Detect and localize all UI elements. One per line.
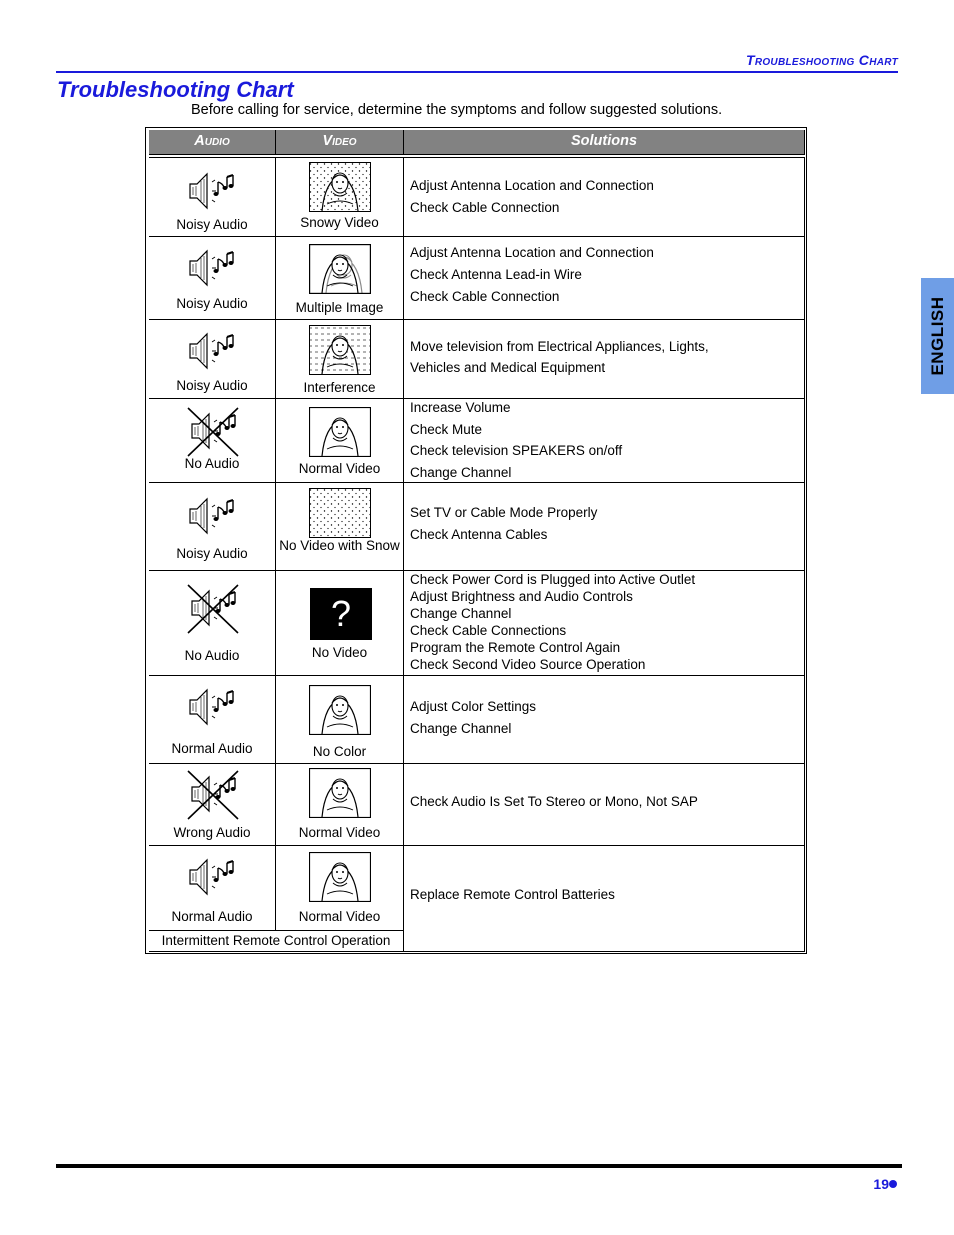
tv-snowy-icon [309,162,371,212]
audio-label: Normal Audio [171,909,253,924]
solutions-cell [404,676,805,764]
solutions-cell [404,483,805,571]
language-tab-label: ENGLISH [927,296,947,376]
video-cell [276,483,404,571]
video-label: No Video [311,645,368,660]
solution-item: Check Audio Is Set To Stereo or Mono, Not SAP [410,794,698,809]
video-cell [276,320,404,399]
table-row [149,676,805,764]
solutions-list [410,571,800,673]
audio-cell [149,399,276,483]
table-row [149,846,805,952]
solution-item: Adjust Antenna Location and Connection [410,245,654,260]
audio-label: Noisy Audio [176,296,248,311]
language-tab [921,278,954,394]
tv-ghost-icon [309,244,371,294]
speaker-notes-icon [187,330,235,374]
audio-label: Noisy Audio [176,546,248,561]
solution-item: Replace Remote Control Batteries [410,887,615,902]
solutions-list [410,793,800,810]
solutions-list [410,502,800,546]
video-label: Normal Video [298,825,381,840]
solution-item: Check Second Video Source Operation [410,657,646,672]
audio-cell [149,320,276,399]
intro-text: Before calling for service, determine the symptoms and follow suggested solutions. [191,102,723,118]
audio-cell [149,846,276,930]
solution-item: Check Cable Connection [410,200,560,215]
solution-item: Check Antenna Cables [410,527,548,542]
troubleshooting-table [149,130,805,952]
speaker-notes-icon [187,686,235,730]
solutions-cell [404,399,805,483]
audio-cell [149,158,276,237]
audio-cell [149,483,276,571]
page-title: Troubleshooting Chart [57,77,294,102]
audio-cell [149,237,276,320]
solutions-cell [404,158,805,237]
header-solutions: Solutions [404,130,805,154]
solution-item: Adjust Antenna Location and Connection [410,178,654,193]
video-cell [276,158,404,237]
question-box-icon: ? [310,588,372,640]
tv-normal-icon [309,685,371,735]
solutions-list [410,696,800,739]
video-cell [276,846,404,930]
solutions-cell [404,237,805,320]
solution-item: Change Channel [410,464,512,480]
solution-item: Change Channel [410,606,512,621]
solutions-cell [404,320,805,399]
solutions-list [410,336,800,378]
video-label: Normal Video [298,461,381,476]
solution-item: Adjust Brightness and Audio Controls [410,589,633,604]
intermittent-remote-label: Intermittent Remote Control Operation [149,930,404,952]
video-label: Snowy Video [300,215,379,230]
row-divider [149,951,805,952]
solution-item: Check Mute [410,421,483,437]
table-row [149,320,805,399]
solutions-cell [404,571,805,676]
table-row [149,483,805,571]
audio-label: No Audio [184,648,240,663]
table-row [149,764,805,846]
video-cell [276,676,404,764]
audio-label: Noisy Audio [176,217,248,232]
speaker-crossed-icon [186,406,240,458]
audio-label: Normal Audio [171,741,253,756]
header-video: Video [276,130,404,154]
solution-item: Move television from Electrical Appliances, Lights, [410,339,709,354]
header-divider [149,154,805,155]
table-row [149,158,805,237]
solution-item: Check television SPEAKERS on/off [410,443,623,458]
solution-item: Check Power Cord is Plugged into Active Outlet [410,572,696,587]
solution-item: Check Antenna Lead-in Wire [410,267,582,282]
table-row [149,571,805,676]
speaker-crossed-icon [186,583,240,635]
tv-normal-icon [309,852,371,902]
footer-rule [56,1164,902,1168]
solutions-cell [404,846,805,952]
speaker-crossed-icon [186,769,240,821]
page-number: 19 [873,1176,889,1192]
solution-item: Adjust Color Settings [410,699,537,714]
video-cell [276,399,404,483]
solution-item: Check Cable Connections [410,623,567,638]
audio-cell [149,676,276,764]
solution-item: Program the Remote Control Again [410,640,621,655]
speaker-notes-icon [187,856,235,900]
audio-cell [149,764,276,846]
header-audio: Audio [149,130,276,154]
audio-label: Wrong Audio [173,825,251,840]
tv-normal-icon [309,407,371,457]
solution-item: Change Channel [410,720,512,736]
video-label: Normal Video [298,909,381,924]
solutions-cell [404,764,805,846]
audio-label: Noisy Audio [176,378,248,393]
speaker-notes-icon [187,495,235,539]
solutions-list [410,397,800,483]
video-label: No Color [312,744,367,759]
video-cell [276,571,404,676]
audio-label: No Audio [184,456,240,471]
tv-normal-icon [309,768,371,818]
video-label: Interference [303,380,376,395]
tv-snow-only-icon [309,488,371,538]
speaker-notes-icon [187,170,235,214]
solution-item: Set TV or Cable Mode Properly [410,505,598,520]
table-row [149,237,805,320]
tv-interference-icon [309,325,371,375]
solution-item: Check Cable Connection [410,289,560,304]
solutions-list [410,175,800,219]
video-label: No Video with Snow [279,538,400,553]
solutions-list [410,886,800,903]
table-row [149,399,805,483]
video-cell [276,764,404,846]
video-cell [276,237,404,320]
solution-item: Increase Volume [410,400,511,415]
bullet-icon [889,1180,897,1188]
running-head: Troubleshooting Chart [745,52,898,68]
solutions-list [410,242,800,308]
video-label: Multiple Image [295,300,384,315]
audio-cell [149,571,276,676]
speaker-notes-icon [187,247,235,291]
solution-item: Vehicles and Medical Equipment [410,360,606,375]
header-rule [56,71,898,73]
